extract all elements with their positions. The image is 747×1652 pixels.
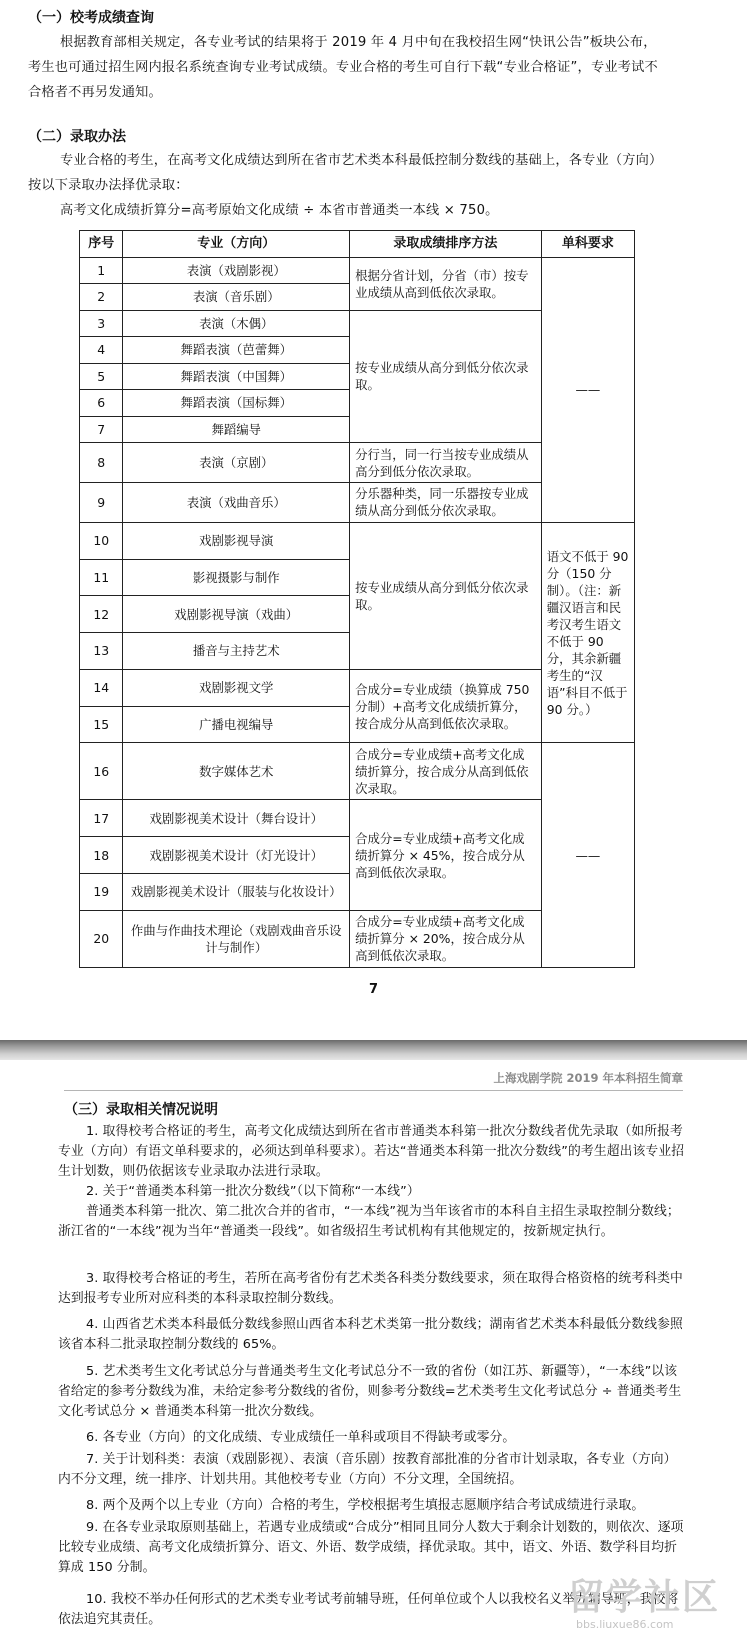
row-major: 表演（木偶） (123, 310, 350, 337)
row-major: 表演（戏剧影视） (123, 257, 350, 284)
running-header: 上海戏剧学院 2019 年本科招生简章 (493, 1071, 683, 1085)
row-number: 16 (80, 743, 123, 800)
row-major: 戏剧影视美术设计（灯光设计） (123, 837, 350, 874)
section-paragraph-admission-method: 专业合格的考生，在高考文化成绩达到所在省市艺术类本科最低控制分数线的基础上，各专业（方向）按以下录取办法择优录取： (28, 153, 656, 193)
header-requirement: 单科要求 (541, 231, 634, 258)
row-number: 15 (80, 706, 123, 743)
row-number: 12 (80, 596, 123, 633)
list-item: 普通类本科第一批次、第二批次合并的省市，“一本线”视为当年该省市的本科自主招生录取控制分数线；浙江省的“一本线”视为当年“普通类一段线”。如省级招生考试机构有其他规定的，按新规定执行。 (58, 1204, 680, 1239)
list-item: 6. 各专业（方向）的文化成绩、专业成绩任一单科或项目不得缺考或零分。 (86, 1430, 516, 1445)
row-major: 表演（戏曲音乐） (123, 483, 350, 523)
row-major: 广播电视编导 (123, 706, 350, 743)
row-number: 10 (80, 522, 123, 559)
row-number: 9 (80, 483, 123, 523)
method-cell: 按专业成绩从高分到低分依次录取。 (350, 522, 542, 669)
row-major: 戏剧影视导演 (123, 522, 350, 559)
requirement-cell: —— (541, 743, 634, 968)
watermark (568, 1578, 720, 1632)
section-heading-admission-method: （二）录取办法 (28, 129, 126, 145)
requirement-cell-chinese: 语文不低于 90 分（150 分制）。（注：新疆汉语言和民考汉考生语文不低于 90 分，其余新疆考生的“汉语”科目不低于 90 分。） (541, 522, 634, 742)
section-heading-score-query: （一）校考成绩查询 (28, 10, 154, 26)
row-major: 作曲与作曲技术理论（戏剧戏曲音乐设计与制作） (123, 910, 350, 967)
row-number: 18 (80, 837, 123, 874)
admission-table (79, 230, 635, 968)
document-page-8 (0, 1060, 747, 1652)
method-cell: 分行当，同一行当按专业成绩从高分到低分依次录取。 (350, 443, 542, 483)
row-number: 17 (80, 800, 123, 837)
method-cell: 合成分=专业成绩+高考文化成绩折算分 × 20%，按合成分从高到低依次录取。 (350, 910, 542, 967)
row-major: 播音与主持艺术 (123, 633, 350, 670)
row-number: 4 (80, 337, 123, 364)
row-number: 2 (80, 284, 123, 311)
watermark-url: bbs.liuxue86.com (576, 1618, 674, 1631)
list-item: 4. 山西省艺术类本科最低分数线参照山西省本科艺术类第一批分数线；湖南省艺术类本科最低分数线参照该省本科二批录取控制分数线的 65%。 (58, 1317, 683, 1352)
list-item: 9. 在各专业录取原则基础上，若遇专业成绩或“合成分”相同且同分人数大于剩余计划数的，则依次、逐项比较专业成绩、高考文化成绩折算分、语文、外语、数学成绩，择优录取。其中，语文、外语、数学科目均折算成 150 分制。 (58, 1520, 684, 1575)
row-number: 11 (80, 559, 123, 596)
row-number: 14 (80, 669, 123, 706)
method-cell: 根据分省计划，分省（市）按专业成绩从高到低依次录取。 (350, 257, 542, 310)
method-cell: 按专业成绩从高分到低分依次录取。 (350, 310, 542, 443)
score-conversion-formula: 高考文化成绩折算分=高考原始文化成绩 ÷ 本省市普通类一本线 × 750。 (60, 203, 499, 218)
method-cell: 合成分=专业成绩+高考文化成绩折算分，按合成分从高到低依次录取。 (350, 743, 542, 800)
row-major: 舞蹈表演（芭蕾舞） (123, 337, 350, 364)
header-method: 录取成绩排序方法 (350, 231, 542, 258)
list-item: 7. 关于计划科类：表演（戏剧影视）、表演（音乐剧）按教育部批准的分省市计划录取，各专业（方向）内不分文理，统一排序、计划共用。其他校考专业（方向）不分文理，全国统招。 (58, 1452, 677, 1487)
row-number: 8 (80, 443, 123, 483)
page-number: 7 (368, 982, 379, 997)
table-row (80, 743, 635, 800)
list-item: 1. 取得校考合格证的考生，高考文化成绩达到所在省市普通类本科第一批次分数线者优先录取（如所报考专业（方向）有语文单科要求的，必须达到单科要求）。若达“普通类本科第一批次分数线”的考生超出该专业招生计划数，则仍依据该专业录取办法进行录取。 (58, 1124, 685, 1179)
section-paragraph-score-query: 根据教育部相关规定，各专业考试的结果将于 2019 年 4 月中旬在我校招生网“快讯公告”板块公布，考生也可通过招生网内报名系统查询专业考试成绩。专业合格的考生可自行下载“专业合格证”，专业考试不合格者不再另发通知。 (28, 35, 658, 100)
row-major: 戏剧影视文学 (123, 669, 350, 706)
header-major: 专业（方向） (123, 231, 350, 258)
row-number: 3 (80, 310, 123, 337)
row-major: 戏剧影视美术设计（舞台设计） (123, 800, 350, 837)
row-number: 20 (80, 910, 123, 967)
table-row (80, 522, 635, 559)
table-row (80, 257, 635, 284)
page-separator (0, 1040, 747, 1060)
list-item: 10. 我校不举办任何形式的艺术类专业考试考前辅导班，任何单位或个人以我校名义举办辅导班，我校将依法追究其责任。 (58, 1592, 679, 1627)
list-item: 5. 艺术类考生文化考试总分与普通类考生文化考试总分不一致的省份（如江苏、新疆等），“一本线”以该省给定的参考分数线为准，未给定参考分数线的省份，则参考分数线=艺术类考生文化考试总分 ÷ 普通类考生文化考试总分 × 普通类本科第一批次分数线。 (58, 1364, 682, 1419)
method-cell: 合成分=专业成绩+高考文化成绩折算分 × 45%，按合成分从高到低依次录取。 (350, 800, 542, 910)
row-number: 6 (80, 390, 123, 417)
watermark-logo: 留学社区 (568, 1577, 721, 1618)
list-item: 3. 取得校考合格证的考生，若所在高考省份有艺术类各科类分数线要求，须在取得合格资格的统考科类中达到报考专业所对应科类的本科录取控制分数线。 (58, 1271, 683, 1306)
table-header-row (80, 231, 635, 258)
row-major: 表演（音乐剧） (123, 284, 350, 311)
row-major: 舞蹈编导 (123, 416, 350, 443)
requirement-cell: —— (541, 257, 634, 522)
list-item: 8. 两个及两个以上专业（方向）合格的考生，学校根据考生填报志愿顺序结合考试成绩进行录取。 (86, 1498, 645, 1513)
row-major: 戏剧影视美术设计（服装与化妆设计） (123, 873, 350, 910)
row-number: 19 (80, 873, 123, 910)
row-major: 戏剧影视导演（戏曲） (123, 596, 350, 633)
row-major: 表演（京剧） (123, 443, 350, 483)
row-number: 13 (80, 633, 123, 670)
list-item: 2. 关于“普通类本科第一批次分数线”（以下简称“一本线”） (86, 1184, 420, 1199)
section-heading-admission-notes: （三）录取相关情况说明 (64, 1102, 218, 1118)
row-number: 7 (80, 416, 123, 443)
header-rule (64, 1090, 683, 1091)
row-number: 1 (80, 257, 123, 284)
method-cell: 合成分=专业成绩（换算成 750 分制）+高考文化成绩折算分，按合成分从高到低依次录取。 (350, 669, 542, 742)
row-major: 舞蹈表演（国标舞） (123, 390, 350, 417)
row-major: 数字媒体艺术 (123, 743, 350, 800)
header-no: 序号 (80, 231, 123, 258)
row-number: 5 (80, 363, 123, 390)
method-cell: 分乐器种类，同一乐器按专业成绩从高分到低分依次录取。 (350, 483, 542, 523)
row-major: 舞蹈表演（中国舞） (123, 363, 350, 390)
row-major: 影视摄影与制作 (123, 559, 350, 596)
